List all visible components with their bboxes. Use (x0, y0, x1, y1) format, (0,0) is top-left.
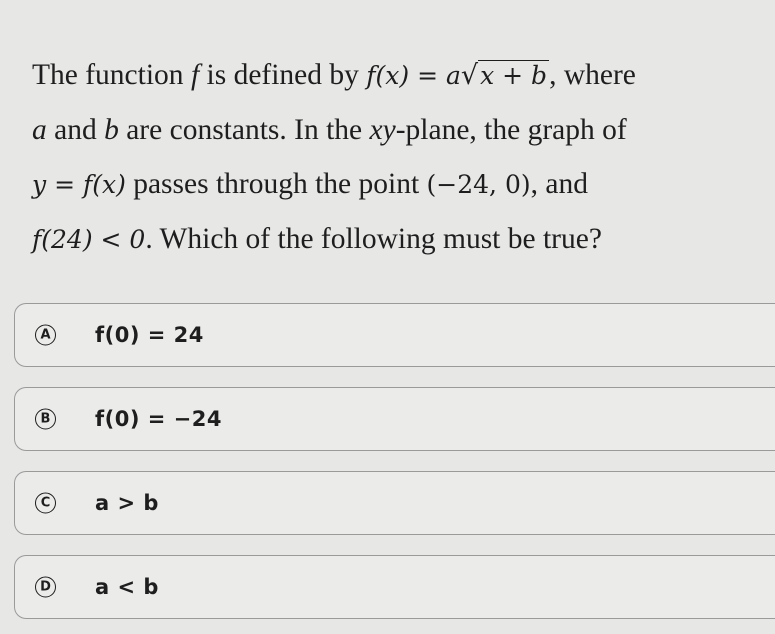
function-definition (366, 61, 549, 90)
question-line-1 (32, 48, 732, 103)
choice-d[interactable] (14, 555, 775, 619)
choice-a-text: f(0) = 24 (95, 323, 204, 347)
question-text (32, 48, 732, 267)
question-text-fragment: passes through the point (125, 168, 427, 200)
question-text-fragment: . Which of the following must be true? (145, 223, 602, 255)
question-text-fragment: -plane, the graph of (395, 114, 627, 146)
choice-letter-a-icon: A (35, 325, 56, 346)
radicand: x + b (480, 61, 548, 90)
math-a: a (445, 61, 461, 90)
math-equals: = (409, 61, 446, 90)
question-line-3 (32, 157, 732, 212)
choice-letter-d-icon: D (35, 577, 56, 598)
question-text-fragment: and (46, 114, 105, 146)
question-line-4 (32, 212, 732, 267)
question-text-fragment: , where (549, 59, 636, 91)
radical-sign-icon: √ (460, 60, 479, 91)
square-root (461, 49, 549, 103)
math-fx: f(x) (366, 61, 410, 90)
point-coordinates: (−24, 0) (426, 170, 531, 199)
variable-b: b (104, 114, 119, 146)
inequality-expression: f(24) < 0 (32, 225, 146, 254)
xy-label: xy (369, 114, 396, 146)
choice-b[interactable] (14, 387, 775, 451)
question-text-fragment: are constants. In the (118, 114, 370, 146)
question-line-2 (32, 103, 732, 157)
choice-c[interactable] (14, 471, 775, 535)
question-text-fragment: is defined by (199, 59, 367, 91)
choice-letter-c-icon: C (35, 493, 56, 514)
choice-letter-b-icon: B (35, 409, 56, 430)
choice-c-text: a > b (95, 491, 159, 515)
function-name: f (190, 59, 200, 91)
variable-a: a (32, 114, 47, 146)
choice-d-text: a < b (95, 575, 159, 599)
question-text-fragment: The function (32, 59, 191, 91)
choice-b-text: f(0) = −24 (95, 407, 222, 431)
choice-a[interactable] (14, 303, 775, 367)
graph-equation: y = f(x) (32, 170, 126, 199)
question-text-fragment: , and (530, 168, 588, 200)
